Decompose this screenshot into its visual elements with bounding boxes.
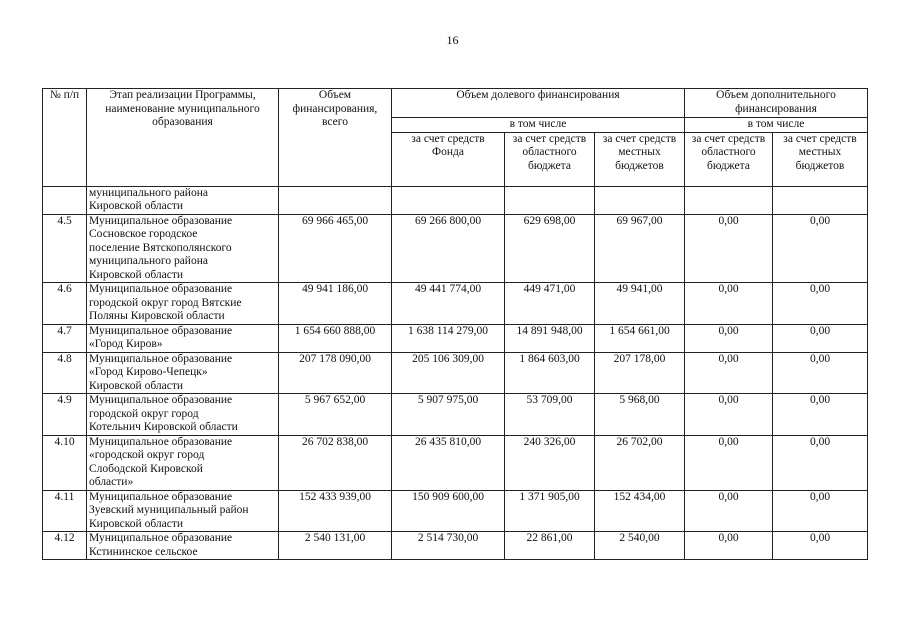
row-total: 26 702 838,00 xyxy=(279,435,392,490)
header-total: Объем финансирования, всего xyxy=(279,89,392,187)
table-row xyxy=(43,352,868,394)
row-number: 4.12 xyxy=(43,532,87,560)
row-regional: 1 371 905,00 xyxy=(505,490,595,532)
row-total: 5 967 652,00 xyxy=(279,394,392,436)
page-number: 16 xyxy=(446,33,459,47)
row-fund: 26 435 810,00 xyxy=(392,435,505,490)
header-shared-local: за счет средств местных бюджетов xyxy=(595,132,685,186)
row-fund xyxy=(392,186,505,214)
header-no: № п/п xyxy=(43,89,87,187)
row-local xyxy=(595,186,685,214)
row-local: 2 540,00 xyxy=(595,532,685,560)
row-fund: 69 266 800,00 xyxy=(392,214,505,283)
row-additional-regional: 0,00 xyxy=(685,283,773,325)
row-additional-local xyxy=(773,186,868,214)
row-additional-regional: 0,00 xyxy=(685,324,773,352)
row-additional-regional: 0,00 xyxy=(685,394,773,436)
row-fund: 205 106 309,00 xyxy=(392,352,505,394)
row-total: 69 966 465,00 xyxy=(279,214,392,283)
header-shared-regional: за счет средств областного бюджета xyxy=(505,132,595,186)
row-additional-local: 0,00 xyxy=(773,214,868,283)
header-stage: Этап реализации Программы, наименование муниципального образования xyxy=(87,89,279,187)
row-regional: 449 471,00 xyxy=(505,283,595,325)
row-additional-regional: 0,00 xyxy=(685,214,773,283)
row-total: 49 941 186,00 xyxy=(279,283,392,325)
row-regional xyxy=(505,186,595,214)
row-number: 4.7 xyxy=(43,324,87,352)
row-number: 4.6 xyxy=(43,283,87,325)
row-number: 4.11 xyxy=(43,490,87,532)
row-number: 4.10 xyxy=(43,435,87,490)
row-local: 26 702,00 xyxy=(595,435,685,490)
row-regional: 14 891 948,00 xyxy=(505,324,595,352)
row-name: Муниципальное образование Кстининское сельское xyxy=(87,532,279,560)
row-additional-local: 0,00 xyxy=(773,283,868,325)
row-fund: 1 638 114 279,00 xyxy=(392,324,505,352)
row-fund: 49 441 774,00 xyxy=(392,283,505,325)
header-additional-regional: за счет средств областного бюджета xyxy=(685,132,773,186)
financing-table xyxy=(42,88,868,560)
header-additional-including: в том числе xyxy=(685,118,868,133)
row-number: 4.5 xyxy=(43,214,87,283)
row-additional-local: 0,00 xyxy=(773,394,868,436)
row-additional-regional: 0,00 xyxy=(685,352,773,394)
row-regional: 1 864 603,00 xyxy=(505,352,595,394)
row-additional-local: 0,00 xyxy=(773,435,868,490)
header-additional: Объем дополнительного финансирования xyxy=(685,89,868,118)
table-row xyxy=(43,283,868,325)
row-number xyxy=(43,186,87,214)
row-fund: 150 909 600,00 xyxy=(392,490,505,532)
row-name: Муниципальное образование «Город Кирово-Чепецк» Кировской области xyxy=(87,352,279,394)
header-shared-including: в том числе xyxy=(392,118,685,133)
row-name: Муниципальное образование городской округ город Вятские Поляны Кировской области xyxy=(87,283,279,325)
row-additional-regional: 0,00 xyxy=(685,435,773,490)
row-additional-local: 0,00 xyxy=(773,532,868,560)
row-regional: 53 709,00 xyxy=(505,394,595,436)
row-local: 69 967,00 xyxy=(595,214,685,283)
header-additional-local: за счет средств местных бюджетов xyxy=(773,132,868,186)
header-shared-fund: за счет средств Фонда xyxy=(392,132,505,186)
row-local: 207 178,00 xyxy=(595,352,685,394)
row-total: 207 178 090,00 xyxy=(279,352,392,394)
table-row xyxy=(43,435,868,490)
row-local: 5 968,00 xyxy=(595,394,685,436)
row-local: 152 434,00 xyxy=(595,490,685,532)
row-number: 4.8 xyxy=(43,352,87,394)
row-total: 2 540 131,00 xyxy=(279,532,392,560)
row-fund: 5 907 975,00 xyxy=(392,394,505,436)
row-additional-regional: 0,00 xyxy=(685,532,773,560)
table-row xyxy=(43,394,868,436)
row-additional-local: 0,00 xyxy=(773,352,868,394)
table-row xyxy=(43,214,868,283)
row-local: 49 941,00 xyxy=(595,283,685,325)
row-fund: 2 514 730,00 xyxy=(392,532,505,560)
row-local: 1 654 661,00 xyxy=(595,324,685,352)
row-name: Муниципальное образование Зуевский муниципальный район Кировской области xyxy=(87,490,279,532)
row-additional-local: 0,00 xyxy=(773,490,868,532)
row-total xyxy=(279,186,392,214)
row-additional-regional: 0,00 xyxy=(685,490,773,532)
table-body xyxy=(43,186,868,560)
row-additional-regional xyxy=(685,186,773,214)
row-name: Муниципальное образование Сосновское городское поселение Вятскополянского муниципального района Кировской области xyxy=(87,214,279,283)
row-name: Муниципальное образование городской округ город Котельнич Кировской области xyxy=(87,394,279,436)
table-row xyxy=(43,532,868,560)
row-regional: 240 326,00 xyxy=(505,435,595,490)
table-row xyxy=(43,186,868,214)
row-number: 4.9 xyxy=(43,394,87,436)
table-row xyxy=(43,324,868,352)
row-regional: 22 861,00 xyxy=(505,532,595,560)
row-additional-local: 0,00 xyxy=(773,324,868,352)
row-total: 152 433 939,00 xyxy=(279,490,392,532)
row-name: муниципального района Кировской области xyxy=(87,186,279,214)
row-total: 1 654 660 888,00 xyxy=(279,324,392,352)
row-name: Муниципальное образование «городской округ город Слободской Кировской области» xyxy=(87,435,279,490)
header-shared: Объем долевого финансирования xyxy=(392,89,685,118)
table-row xyxy=(43,490,868,532)
row-regional: 629 698,00 xyxy=(505,214,595,283)
row-name: Муниципальное образование «Город Киров» xyxy=(87,324,279,352)
